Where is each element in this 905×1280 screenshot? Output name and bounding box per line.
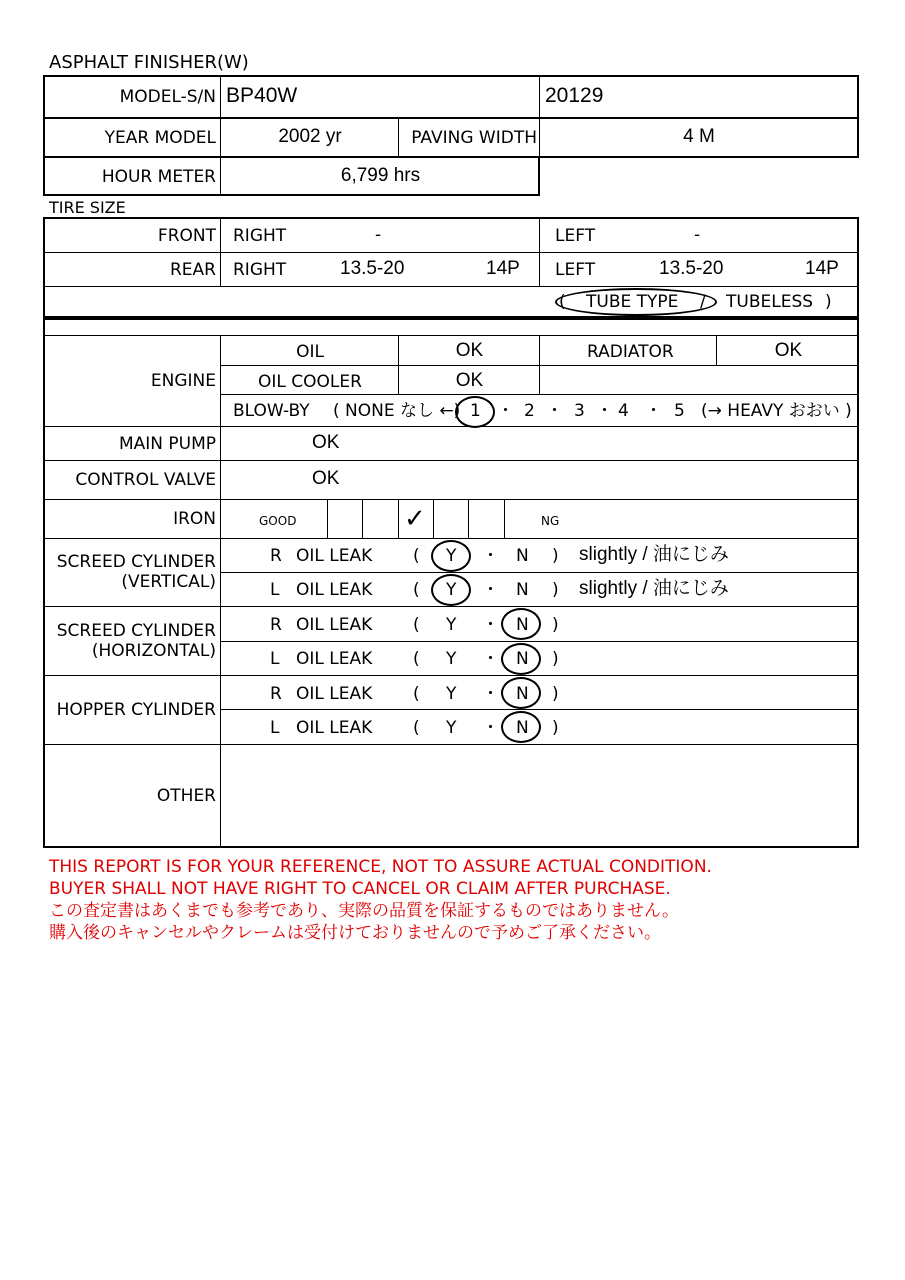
main-pump-value: OK bbox=[312, 432, 340, 453]
front-left-label: LEFT bbox=[555, 226, 596, 246]
blowby-dot: ・ bbox=[645, 401, 662, 421]
yn-dot: ・ bbox=[482, 684, 499, 704]
tire-type-tubeless: TUBELESS bbox=[726, 292, 814, 312]
oil-leak-label: OIL LEAK bbox=[296, 615, 373, 635]
yn-y: Y bbox=[446, 580, 457, 600]
rear-left-ply: 14P bbox=[805, 258, 839, 279]
yn-y: Y bbox=[446, 684, 457, 704]
yn-y: Y bbox=[446, 649, 457, 669]
divider bbox=[220, 709, 859, 710]
iron-good: GOOD bbox=[259, 514, 297, 528]
iron-cell bbox=[362, 499, 363, 538]
model-value: BP40W bbox=[226, 84, 298, 107]
blowby-5: 5 bbox=[674, 401, 685, 421]
divider bbox=[43, 744, 859, 745]
divider bbox=[398, 117, 399, 158]
tube-type-circle bbox=[555, 288, 717, 316]
year-value: 2002 yr bbox=[278, 126, 342, 147]
iron-cell bbox=[468, 499, 469, 538]
divider bbox=[220, 75, 221, 196]
yn-n: N bbox=[516, 546, 529, 566]
control-valve-label: CONTROL VALVE bbox=[75, 470, 216, 490]
divider bbox=[43, 538, 859, 539]
oil-cooler-label: OIL COOLER bbox=[258, 372, 362, 392]
yn-n: N bbox=[516, 580, 529, 600]
divider bbox=[43, 675, 859, 676]
yn-n: N bbox=[516, 615, 529, 635]
other-label: OTHER bbox=[156, 786, 216, 806]
screed-horizontal-label: SCREED CYLINDER bbox=[56, 621, 216, 641]
disclaimer-line-3: この査定書はあくまでも参考であり、実際の品質を保証するものではありません。 bbox=[49, 901, 680, 921]
divider bbox=[220, 335, 221, 848]
selected-y-circle bbox=[431, 540, 471, 572]
iron-label: IRON bbox=[173, 509, 216, 529]
divider bbox=[220, 641, 859, 642]
rear-left-size: 13.5-20 bbox=[659, 258, 724, 279]
yn-n: N bbox=[516, 718, 529, 738]
blowby-2: 2 bbox=[524, 401, 535, 421]
iron-cell bbox=[504, 499, 505, 538]
front-left-value: - bbox=[694, 225, 701, 245]
paving-value: 4 M bbox=[683, 126, 715, 147]
main-pump-label: MAIN PUMP bbox=[118, 434, 216, 454]
rear-label: REAR bbox=[170, 260, 216, 280]
divider bbox=[43, 286, 859, 287]
yn-close: ) bbox=[552, 580, 559, 600]
iron-cell bbox=[327, 499, 328, 538]
divider bbox=[398, 335, 399, 394]
year-label: YEAR MODEL bbox=[104, 128, 216, 148]
rear-right-size: 13.5-20 bbox=[340, 258, 405, 279]
disclaimer-line-4: 購入後のキャンセルやクレームは受付けておりませんので予めご了承ください。 bbox=[49, 923, 661, 943]
yn-open: ( bbox=[413, 615, 420, 635]
leak-note: slightly / 油にじみ bbox=[579, 544, 729, 565]
tire-type-close: ) bbox=[825, 292, 832, 312]
divider bbox=[539, 217, 540, 286]
side-r: R bbox=[270, 684, 282, 704]
divider bbox=[43, 606, 859, 607]
divider bbox=[43, 252, 859, 253]
blowby-selected-circle bbox=[455, 396, 495, 428]
page-title: ASPHALT FINISHER(W) bbox=[49, 52, 249, 73]
oil-leak-label: OIL LEAK bbox=[296, 580, 373, 600]
divider bbox=[43, 335, 859, 336]
hour-value: 6,799 hrs bbox=[340, 165, 421, 186]
screed-horizontal-sub: (HORIZONTAL) bbox=[91, 641, 216, 661]
model-label: MODEL-S/N bbox=[119, 87, 216, 107]
blowby-1: 1 bbox=[470, 401, 481, 421]
blowby-dot: ・ bbox=[497, 401, 514, 421]
blowby-label: BLOW-BY bbox=[233, 401, 310, 421]
yn-dot: ・ bbox=[482, 580, 499, 600]
oil-label: OIL bbox=[296, 342, 324, 362]
iron-ng: NG bbox=[541, 514, 560, 528]
divider bbox=[43, 460, 859, 461]
oil-leak-label: OIL LEAK bbox=[296, 546, 373, 566]
hour-label: HOUR METER bbox=[101, 167, 216, 187]
selected-n-circle bbox=[501, 711, 541, 743]
side-r: R bbox=[270, 615, 282, 635]
side-l: L bbox=[270, 718, 280, 738]
tire-size-heading: TIRE SIZE bbox=[49, 198, 126, 217]
yn-close: ) bbox=[552, 684, 559, 704]
divider bbox=[539, 335, 540, 394]
paving-label: PAVING WIDTH bbox=[411, 128, 537, 148]
hopper-cylinder-label: HOPPER CYLINDER bbox=[56, 700, 216, 720]
blowby-dot: ・ bbox=[546, 401, 563, 421]
iron-cell bbox=[398, 499, 399, 538]
yn-open: ( bbox=[413, 684, 420, 704]
front-label: FRONT bbox=[157, 226, 216, 246]
yn-y: Y bbox=[446, 615, 457, 635]
side-r: R bbox=[270, 546, 282, 566]
divider bbox=[220, 217, 221, 286]
rear-right-label: RIGHT bbox=[233, 260, 287, 280]
yn-open: ( bbox=[413, 546, 420, 566]
oil-value: OK bbox=[455, 340, 484, 361]
engine-label: ENGINE bbox=[150, 371, 216, 391]
selected-n-circle bbox=[501, 677, 541, 709]
divider bbox=[43, 426, 859, 427]
leak-note: slightly / 油にじみ bbox=[579, 578, 729, 599]
oil-leak-label: OIL LEAK bbox=[296, 684, 373, 704]
screed-vertical-sub: (VERTICAL) bbox=[121, 572, 216, 592]
yn-open: ( bbox=[413, 718, 420, 738]
divider bbox=[220, 572, 859, 573]
side-l: L bbox=[270, 649, 280, 669]
tire-type-tube: TUBE TYPE bbox=[586, 292, 679, 312]
yn-open: ( bbox=[413, 580, 420, 600]
disclaimer-line-2: BUYER SHALL NOT HAVE RIGHT TO CANCEL OR CLAIM AFTER PURCHASE. bbox=[49, 879, 671, 899]
radiator-label: RADIATOR bbox=[587, 342, 674, 362]
disclaimer-line-1: THIS REPORT IS FOR YOUR REFERENCE, NOT TO ASSURE ACTUAL CONDITION. bbox=[49, 857, 712, 877]
iron-check-mark: ✓ bbox=[404, 504, 426, 534]
radiator-value: OK bbox=[774, 340, 803, 361]
oil-cooler-value: OK bbox=[455, 370, 484, 391]
selected-y-circle bbox=[431, 574, 471, 606]
yn-y: Y bbox=[446, 718, 457, 738]
divider bbox=[43, 499, 859, 500]
oil-leak-label: OIL LEAK bbox=[296, 649, 373, 669]
blowby-heavy: (→ HEAVY おおい ) bbox=[701, 401, 852, 421]
rear-left-label: LEFT bbox=[555, 260, 596, 280]
yn-y: Y bbox=[446, 546, 457, 566]
yn-dot: ・ bbox=[482, 615, 499, 635]
side-l: L bbox=[270, 580, 280, 600]
serial-value: 20129 bbox=[545, 84, 604, 107]
tire-type-sep: / bbox=[700, 292, 706, 312]
blowby-dot: ・ bbox=[596, 401, 613, 421]
yn-close: ) bbox=[552, 718, 559, 738]
rear-right-ply: 14P bbox=[486, 258, 520, 279]
yn-close: ) bbox=[552, 546, 559, 566]
selected-n-circle bbox=[501, 608, 541, 640]
control-valve-value: OK bbox=[312, 468, 340, 489]
yn-n: N bbox=[516, 649, 529, 669]
blowby-none: ( NONE なし ←) bbox=[333, 401, 461, 421]
blowby-3: 3 bbox=[574, 401, 585, 421]
yn-dot: ・ bbox=[482, 546, 499, 566]
yn-dot: ・ bbox=[482, 718, 499, 738]
yn-dot: ・ bbox=[482, 649, 499, 669]
divider bbox=[220, 394, 859, 395]
yn-n: N bbox=[516, 684, 529, 704]
divider bbox=[716, 335, 717, 365]
yn-open: ( bbox=[413, 649, 420, 669]
screed-vertical-label: SCREED CYLINDER bbox=[56, 552, 216, 572]
front-right-label: RIGHT bbox=[233, 226, 287, 246]
blowby-4: 4 bbox=[618, 401, 629, 421]
yn-close: ) bbox=[552, 649, 559, 669]
selected-n-circle bbox=[501, 643, 541, 675]
oil-leak-label: OIL LEAK bbox=[296, 718, 373, 738]
front-right-value: - bbox=[375, 225, 382, 245]
yn-close: ) bbox=[552, 615, 559, 635]
iron-cell bbox=[433, 499, 434, 538]
tire-type-open: ( bbox=[559, 292, 566, 312]
